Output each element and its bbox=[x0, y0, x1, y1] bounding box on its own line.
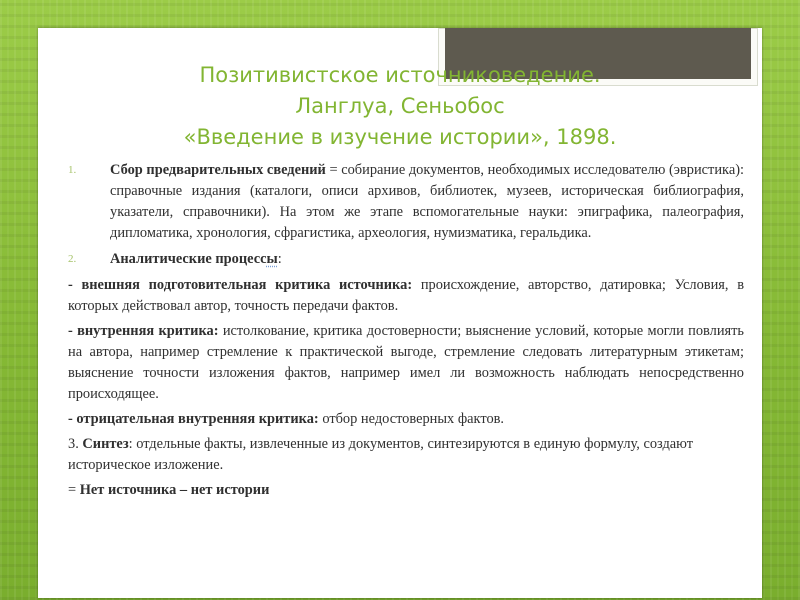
paragraph-heading: - внутренняя критика: bbox=[68, 323, 219, 339]
paragraph-heading: - внешняя подготовительная критика источника: bbox=[68, 277, 413, 293]
paragraph-text: : отдельные факты, извлеченные из документов, синтезируются в единую формулу, создают историческое изложение. bbox=[68, 436, 694, 473]
title-line-1: Позитивистское источниковедение. bbox=[199, 63, 601, 87]
spellcheck-mark: ы bbox=[266, 251, 278, 267]
paragraph-conclusion bbox=[68, 480, 744, 501]
paragraph-text: истолкование, критика достоверности; выяснение условий, которые могли повлиять на автора, например стремление к практической выгоде, стремление следовать литературным этикетам; выяснение точности изложения фактов, например имел ли возможность наблюдать непосредственно происходящее. bbox=[68, 323, 745, 402]
paragraph-negative-criticism bbox=[68, 409, 744, 430]
item-heading bbox=[110, 251, 278, 267]
paragraph-heading: Синтез bbox=[82, 436, 129, 452]
title-line-2: Ланглуа, Сеньобос bbox=[295, 94, 505, 118]
list-item-1 bbox=[68, 160, 744, 244]
slide-content bbox=[68, 160, 744, 505]
list-item-2 bbox=[68, 249, 744, 270]
title-line-3: «Введение в изучение истории», 1898. bbox=[183, 125, 617, 149]
paragraph-internal-criticism bbox=[68, 321, 744, 405]
paragraph-external-criticism bbox=[68, 275, 744, 317]
paragraph-prefix: 3. bbox=[68, 436, 83, 452]
item-heading: Сбор предварительных сведений bbox=[110, 162, 326, 178]
paragraph-text: происхождение, авторство, датировка; Условия, в которых действовал автор, точность передачи фактов. bbox=[68, 277, 744, 314]
paragraph-heading: Нет источника – нет истории bbox=[79, 482, 270, 498]
item-heading-main: Аналитические процесс bbox=[110, 251, 267, 267]
item-text: = собирание документов, необходимых исследователю (эвристика): справочные издания (каталоги, описи архивов, библиотек, музеев, историческая библиография, указатели, справочники). На этом же этапе вспомогательные науки: эпиграфика, палеография, дипломатика, хронология, сфрагистика, археология, нумизматика, геральдика. bbox=[110, 162, 744, 241]
slide-title bbox=[90, 60, 710, 153]
paragraph-prefix: = bbox=[68, 482, 80, 498]
paragraph-heading: - отрицательная внутренняя критика: bbox=[68, 411, 319, 427]
item-text: : bbox=[277, 251, 282, 267]
list-number: 2. bbox=[68, 253, 77, 265]
paragraph-text: отбор недостоверных фактов. bbox=[318, 411, 505, 427]
paragraph-synthesis bbox=[68, 434, 744, 476]
list-number: 1. bbox=[68, 164, 77, 176]
